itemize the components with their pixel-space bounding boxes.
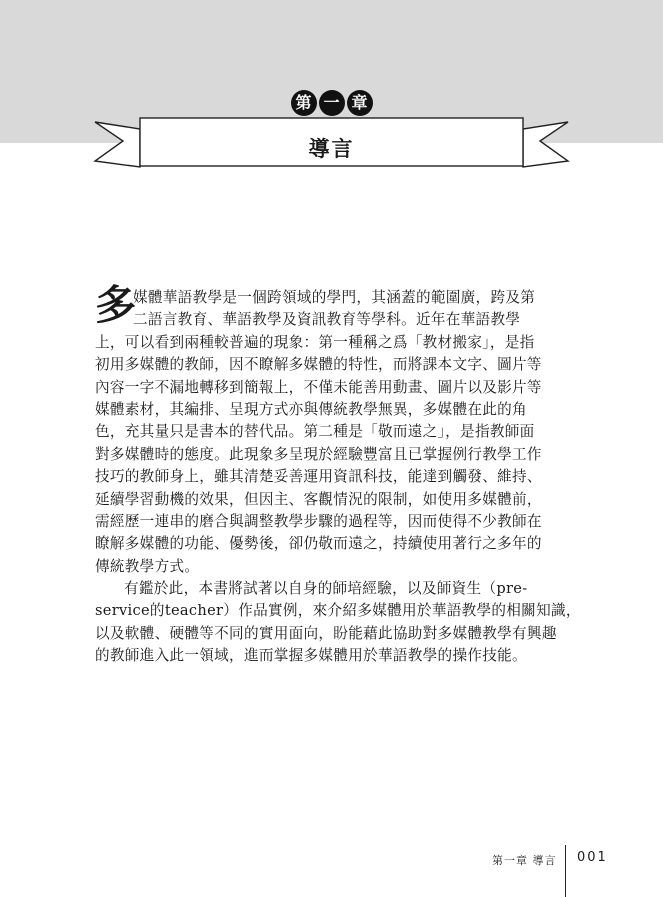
chapter-label-char: 章 <box>347 90 373 116</box>
text-line: 瞭解多媒體的功能、優勢後，卻仍敬而遠之，持續使用著行之多年的 <box>95 535 542 553</box>
text-line: 內容一字不漏地轉移到簡報上，不僅未能善用動畫、圖片以及影片等 <box>95 378 542 396</box>
text-line: 以及軟體、硬體等不同的實用面向，盼能藉此協助對多媒體教學有興趣 <box>95 624 557 642</box>
dropcap: 多 <box>95 281 137 329</box>
text-line: 有鑑於此，本書將試著以自身的師培經驗，以及師資生（pre- <box>124 580 528 598</box>
chapter-heading <box>0 88 663 178</box>
chapter-label-char: 一 <box>319 90 345 116</box>
text-line: 二語言教育、華語教學及資訊教育等學科。近年在華語教學 <box>133 311 521 329</box>
text-line: service的teacher）作品實例，來介紹多媒體用於華語教學的相關知識， <box>95 602 581 620</box>
chapter-label-char: 第 <box>291 90 317 116</box>
chapter-number-label <box>0 90 663 116</box>
footer-divider <box>565 845 566 897</box>
text-line: 需經歷一連串的磨合與調整教學步驟的過程等，因而使得不少教師在 <box>95 512 542 530</box>
chapter-title: 導言 <box>308 137 355 161</box>
text-line: 色，充其量只是書本的替代品。第二種是「敬而遠之」，是指教師面 <box>95 423 535 441</box>
body-text <box>95 281 581 668</box>
running-footer-title: 第一章 導言 <box>492 854 557 867</box>
text-line: 的教師進入此一領域，進而掌握多媒體用於華語教學的操作技能。 <box>95 647 527 665</box>
page-number: 001 <box>577 850 608 865</box>
text-line: 技巧的教師身上，雖其清楚妥善運用資訊科技，能達到觸發、維持、 <box>95 468 542 486</box>
text-line: 初用多媒體的教師，因不瞭解多媒體的特性，而將課本文字、圖片等 <box>95 356 542 374</box>
text-line: 媒體華語教學是一個跨領域的學門，其涵蓋的範圍廣，跨及第 <box>133 289 536 306</box>
text-line: 上，可以看到兩種較普遍的現象：第一種稱之爲「教材搬家」，是指 <box>95 333 535 351</box>
text-line: 延續學習動機的效果，但因主、客觀情況的限制，如使用多媒體前， <box>95 490 542 508</box>
text-line: 媒體素材，其編排、呈現方式亦與傳統教學無異，多媒體在此的角 <box>95 400 527 418</box>
text-line: 對多媒體時的態度。此現象多呈現於經驗豐富且已掌握例行教學工作 <box>95 445 542 463</box>
text-line: 傳統教學方式。 <box>95 557 200 575</box>
